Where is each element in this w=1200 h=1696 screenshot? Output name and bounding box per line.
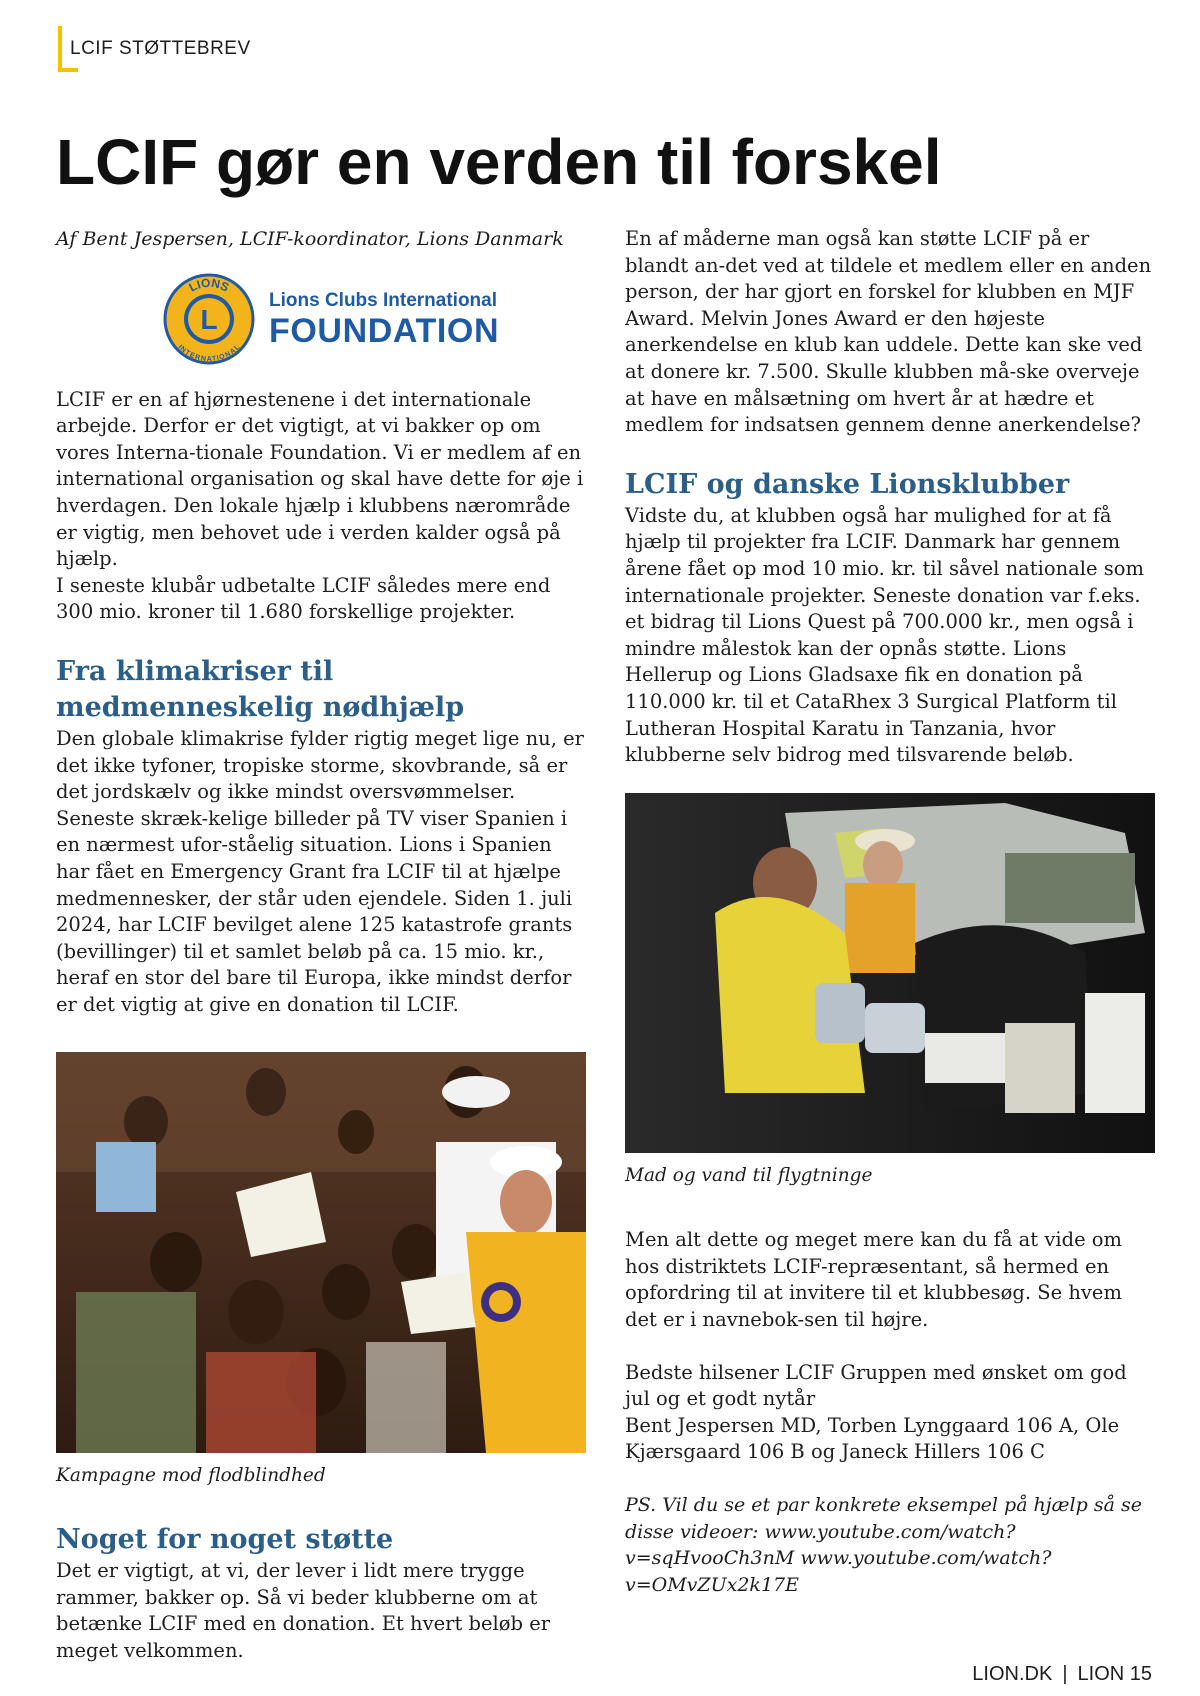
footer-separator: | xyxy=(1062,1663,1068,1685)
mjf-award-paragraph: En af måderne man også kan støtte LCIF på er blandt an-det ved at tildele et medlem eller en anden person, der har gjort en forskel for klubben en MJF Award. Melvin Jones Award er den højeste anerkendelse en klub kan uddele. Dette kan ske ved at donere kr. 7.500. Skulle klubben må-ske overveje at have en målsætning om hvert år at hædre et medlem for indsatsen gennem denne anerkendelse? xyxy=(625,227,1152,437)
logo-line2: FOUNDATION xyxy=(269,311,500,350)
logo-wordmark xyxy=(269,289,499,349)
footer-site: LION.DK xyxy=(972,1663,1053,1685)
intro-paragraph-2: I seneste klubår udbetalte LCIF således mere end 300 mio. kroner til 1.680 forskellige projekter. xyxy=(56,573,551,624)
page-title: LCIF gør en verden til forskel xyxy=(56,126,942,198)
photo-food-water-refugees xyxy=(625,793,1155,1153)
right-column xyxy=(625,226,1155,1598)
section-label: LCIF STØTTEBREV xyxy=(70,38,251,59)
ps-video-links: PS. Vil du se et par konkrete eksempel på hjælp så se disse videoer: www.youtube.com/watch?v=sqHvooCh3nM www.youtube.com/watch?v=OMvZUx2k17E xyxy=(625,1494,1142,1596)
support-body: Det er vigtigt, at vi, der lever i lidt mere trygge rammer, bakker op. Så vi beder klubberne om at betænke LCIF med en donation. Et hvert beløb er meget velkommen. xyxy=(56,1559,551,1662)
emblem-top-text: LIONS xyxy=(186,275,232,295)
climate-body: Den globale klimakrise fylder rigtig meget lige nu, er det ikke tyfoner, tropiske storme, skovbrande, så er det jordskælv og ikke mindst oversvømmelser. Seneste skræk-kelige billeder på TV viser Spanien i en nærmest ufor-ståelig situation. Lions i Spanien har fået en Emergency Grant fra LCIF til at hjælpe medmennesker, der står uden ejendele. Siden 1. juli 2024, har LCIF bevilget alene 125 katastrofe grants (bevillinger) til et samlet beløb på ca. 15 mio. kr., heraf en stor del bare til Europa, ikke mindst derfor er det vigtig at give en donation til LCIF. xyxy=(56,726,584,1016)
support-heading: Noget for noget støtte xyxy=(56,1524,394,1556)
lcif-logo xyxy=(161,271,586,367)
page-footer xyxy=(972,1663,1152,1686)
danish-clubs-body: Vidste du, at klubben også har mulighed for at få hjælp til projekter fra LCIF. Danmark har gennem årene fået op mod 10 mio. kr. til såvel nationale som internationale projekter. Seneste donation var f.eks. et bidrag til Lions Quest på 700.000 kr., men også i mindre målestok kan der opnås støtte. Lions Hellerup og Lions Gladsaxe fik en donation på 110.000 kr. til et CataRhex 3 Surgical Platform til Lutheran Hospital Karatu in Tanzania, hvor klubberne selv bidrog med tilsvarende beløb. xyxy=(625,503,1144,767)
emblem-letter: L xyxy=(200,303,218,335)
intro-paragraph: LCIF er en af hjørnestenene i det internationale arbejde. Derfor er det vigtigt, at vi bakker op om vores Interna-tionale Foundation. Vi er medlem af en international organisation og skal have dette for øje i hverdagen. Den lokale hjælp i klubbens nærområde er vigtig, men behovet ude i verden kalder også på hjælp. xyxy=(56,387,584,571)
emblem-bottom-text: INTERNATIONAL xyxy=(176,343,242,363)
left-column xyxy=(56,226,586,1664)
byline: Af Bent Jespersen, LCIF-koordinator, Lions Danmark xyxy=(56,228,564,250)
photo-river-blindness-campaign xyxy=(56,1052,586,1453)
lions-emblem-icon xyxy=(161,271,257,367)
danish-clubs-heading: LCIF og danske Lionsklubber xyxy=(625,468,1070,500)
closing-signatures: Bent Jespersen MD, Torben Lynggaard 106 A, Ole Kjærsgaard 106 B og Janeck Hillers 106 C xyxy=(625,1413,1120,1464)
closing-paragraph: Men alt dette og meget mere kan du få at vide om hos distriktets LCIF-repræsentant, så hermed en opfordring til at invitere til et klubbesøg. Se hvem det er i navnebok-sen til højre. xyxy=(625,1228,1123,1332)
logo-line1: Lions Clubs International xyxy=(269,289,498,311)
photo-caption-left: Kampagne mod flodblindhed xyxy=(56,1465,326,1487)
closing-greeting: Bedste hilsener LCIF Gruppen med ønsket om god jul og et godt nytår xyxy=(625,1360,1127,1411)
footer-page-number: LION 15 xyxy=(1077,1663,1152,1685)
photo-caption-right: Mad og vand til flygtninge xyxy=(625,1164,873,1186)
climate-heading: Fra klimakriser til medmenneskelig nødhjælp xyxy=(56,655,465,723)
